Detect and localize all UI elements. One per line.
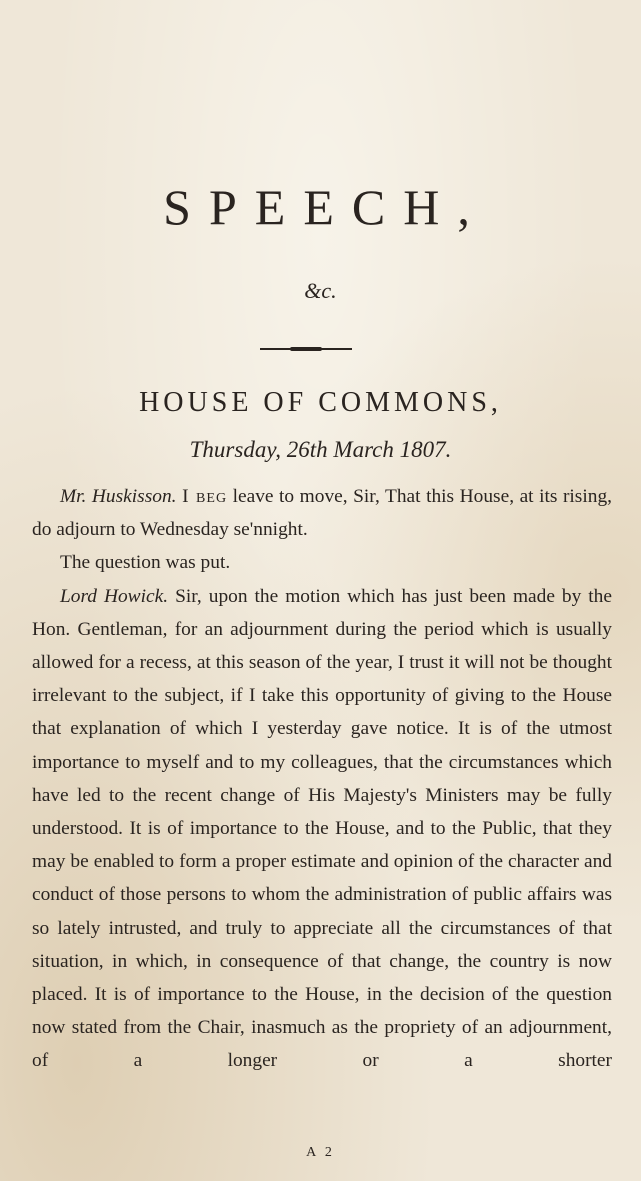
paragraph-text: The question was put. bbox=[60, 552, 231, 574]
paragraph-huskisson bbox=[32, 480, 612, 546]
speaker-name: Lord Howick. bbox=[60, 585, 169, 607]
paragraph-opener: I beg bbox=[182, 486, 228, 507]
paragraph-howick bbox=[32, 580, 612, 1078]
page-title: SPEECH, bbox=[163, 179, 488, 235]
date-day: Thursday, bbox=[189, 437, 282, 462]
paragraph-text: Sir, upon the motion which has just been made by the Hon. Gentleman, for an adjournment during the period which is usually allowed for a recess, at this season of the year, I trust it will not be thought irrelevant to the subject, if I take this opportunity of giving to the House that explanation of which I yesterday gave notice. It is of the utmost importance to myself and to my colleagues, that the circumstances which have led to the recent change of His Majesty's Ministers may be fully understood. It is of importance to the House, and to the Public, that they may be enabled to form a proper estimate and opinion of the character and conduct of those persons to whom the administration of public affairs was so lately intrusted, and truly to appreciate all the circumstances of that situation, in which, in consequence of that change, the country is now placed. It is of importance to the House, in the decision of the question now stated from the Chair, inasmuch as the propriety of an adjournment, of a longer or a shorter bbox=[32, 585, 612, 1072]
date-line bbox=[0, 437, 641, 463]
ornamental-rule bbox=[260, 348, 352, 350]
paragraph-text: leave to move, Sir, That this House, at its rising, do adjourn to Wednesday se'nnight. bbox=[32, 486, 612, 541]
etc-subtitle: &c. bbox=[304, 278, 337, 303]
house-heading: HOUSE OF COMMONS, bbox=[139, 387, 502, 418]
signature-mark: A 2 bbox=[306, 1145, 335, 1160]
date-rest: 26th March 1807. bbox=[286, 437, 452, 462]
speech-body bbox=[32, 480, 612, 1078]
paragraph-question bbox=[32, 546, 612, 579]
speaker-name: Mr. Huskisson. bbox=[60, 486, 177, 507]
